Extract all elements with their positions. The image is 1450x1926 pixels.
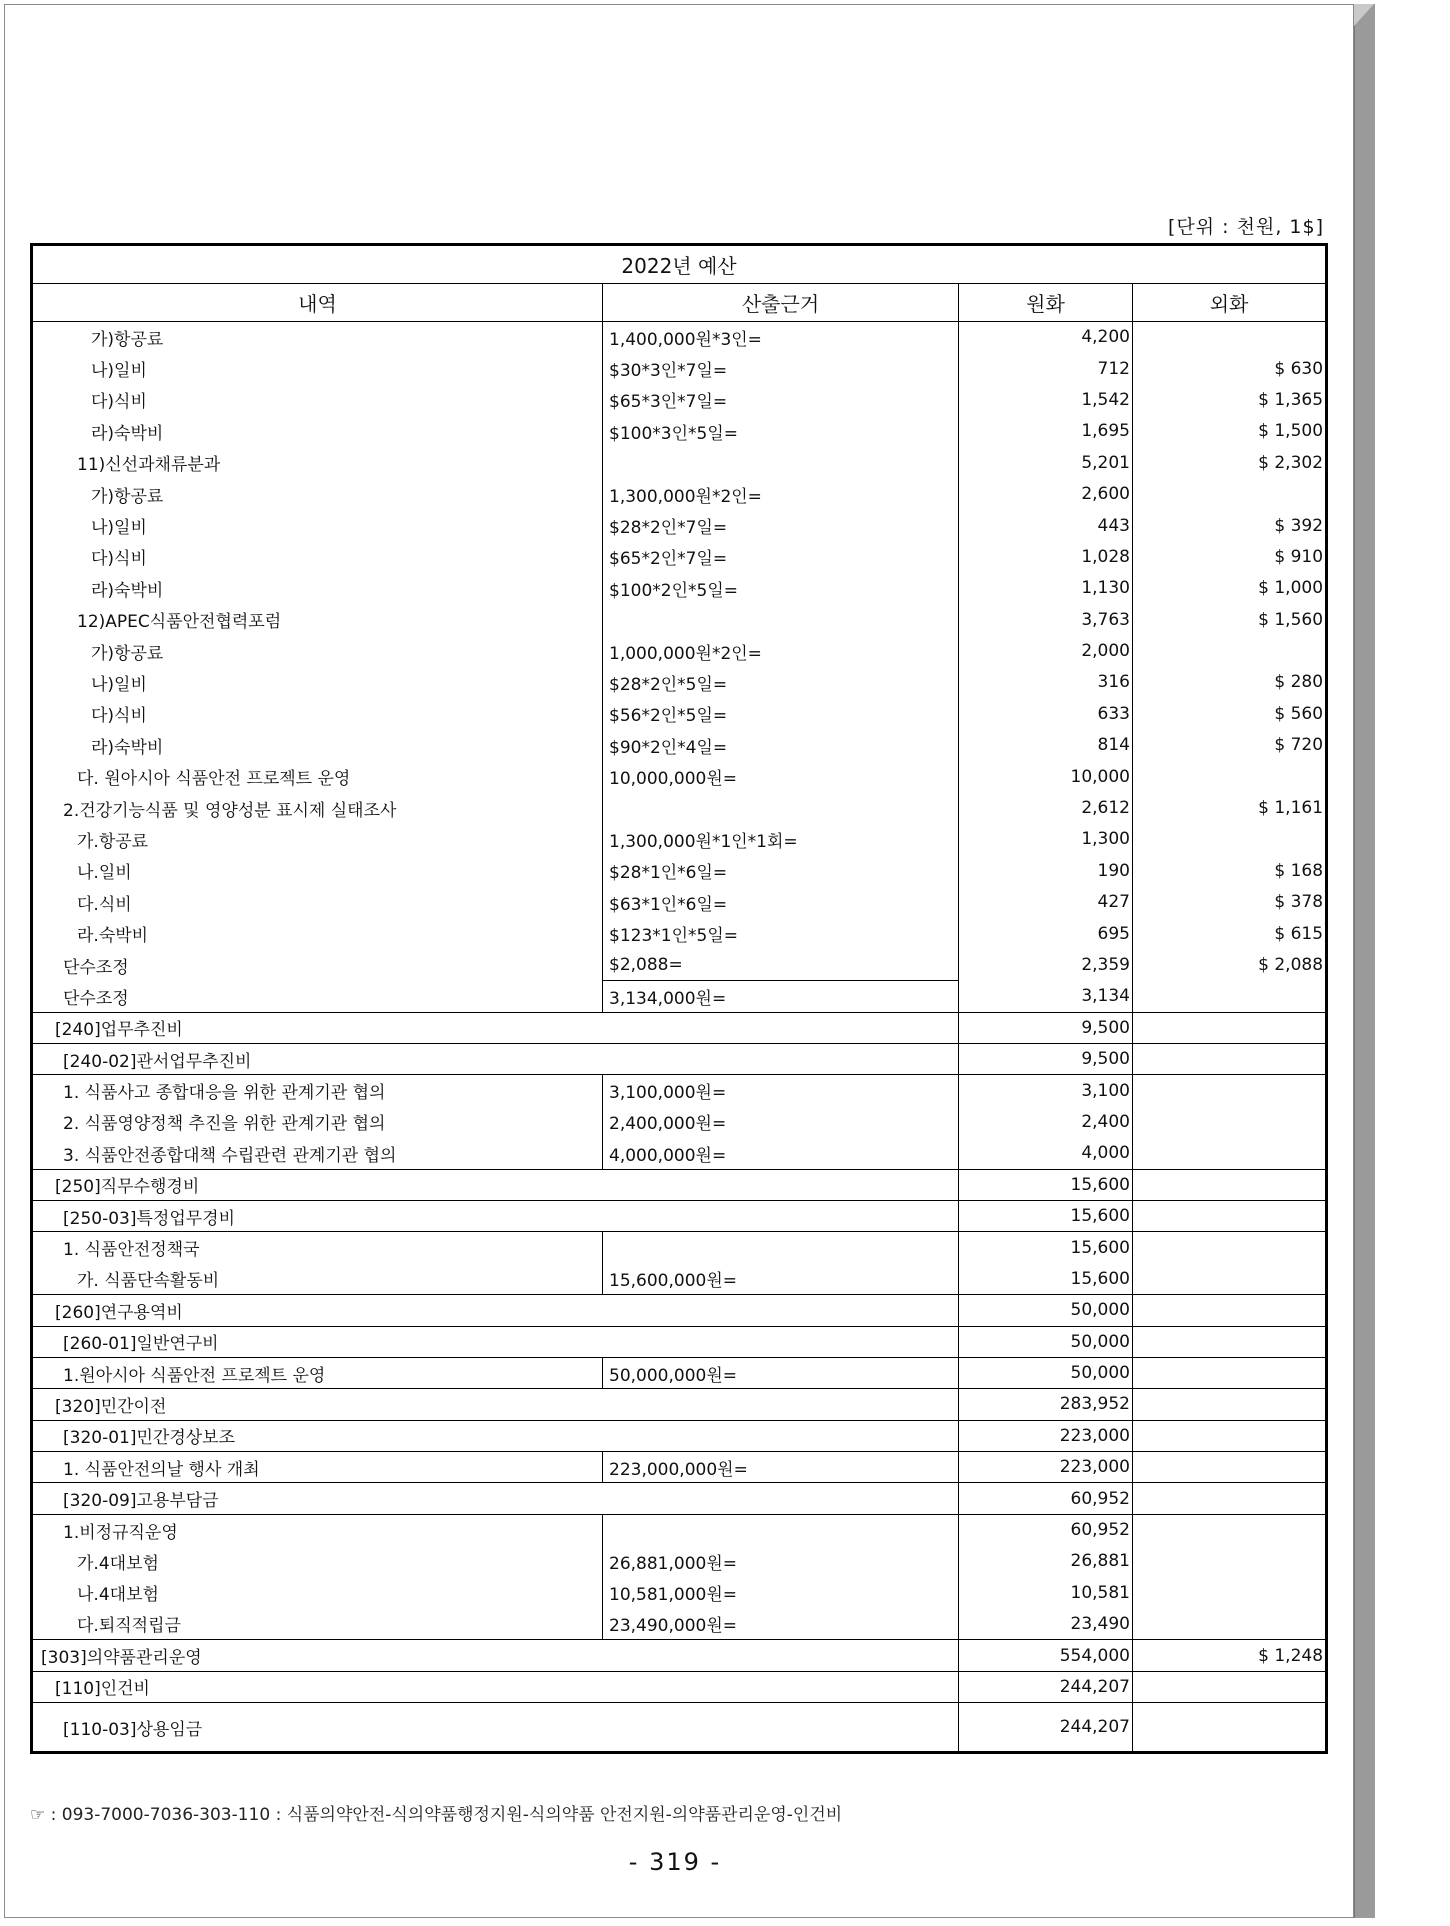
cell-krw: 2,359: [959, 949, 1133, 980]
cell-item: [260]연구용역비: [32, 1295, 959, 1326]
cell-usd: [1133, 1263, 1327, 1294]
cell-usd: [1133, 1138, 1327, 1169]
table-row: [32, 730, 1327, 761]
cell-krw: 554,000: [959, 1640, 1133, 1671]
table-row: [32, 1169, 1327, 1200]
cell-item: 다.식비: [32, 887, 603, 918]
cell-krw: 15,600: [959, 1263, 1133, 1294]
table-row: [32, 949, 1327, 980]
header-krw: 원화: [959, 284, 1133, 322]
cell-krw: 190: [959, 855, 1133, 886]
cell-usd: [1133, 1232, 1327, 1263]
cell-item: 단수조정: [32, 949, 603, 980]
table-row: [32, 1012, 1327, 1043]
table-row: [32, 1263, 1327, 1294]
header-usd: 외화: [1133, 284, 1327, 322]
cell-krw: 26,881: [959, 1546, 1133, 1577]
cell-usd: $ 1,365: [1133, 384, 1327, 415]
table-row: [32, 604, 1327, 635]
cell-krw: 4,200: [959, 322, 1133, 353]
cell-krw: 427: [959, 887, 1133, 918]
table-caption: 2022년 예산: [32, 245, 1327, 284]
cell-krw: 15,600: [959, 1200, 1133, 1231]
cell-item: 가. 식품단속활동비: [32, 1263, 603, 1294]
cell-item: 단수조정: [32, 981, 603, 1012]
cell-usd: [1133, 635, 1327, 666]
cell-usd: [1133, 322, 1327, 353]
cell-usd: $ 1,000: [1133, 573, 1327, 604]
table-row: [32, 981, 1327, 1012]
cell-krw: 223,000: [959, 1420, 1133, 1451]
table-row: [32, 1295, 1327, 1326]
cell-usd: $ 1,248: [1133, 1640, 1327, 1671]
table-row: [32, 1326, 1327, 1357]
cell-usd: $ 392: [1133, 510, 1327, 541]
cell-basis: $100*3인*5일=: [603, 416, 959, 447]
cell-krw: 5,201: [959, 447, 1133, 478]
cell-usd: [1133, 1295, 1327, 1326]
cell-basis: 223,000,000원=: [603, 1452, 959, 1483]
cell-usd: $ 560: [1133, 698, 1327, 729]
cell-usd: $ 1,500: [1133, 416, 1327, 447]
cell-basis: 4,000,000원=: [603, 1138, 959, 1169]
cell-item: 라.숙박비: [32, 918, 603, 949]
table-row: [32, 384, 1327, 415]
page-edge-shadow: [1354, 4, 1375, 1918]
table-row: [32, 1200, 1327, 1231]
cell-krw: 9,500: [959, 1043, 1133, 1074]
cell-krw: 223,000: [959, 1452, 1133, 1483]
cell-item: 다.퇴직적립금: [32, 1609, 603, 1640]
cell-krw: 50,000: [959, 1357, 1133, 1388]
table-body: [32, 322, 1327, 1753]
cell-usd: [1133, 1420, 1327, 1451]
cell-basis: $2,088=: [603, 949, 959, 980]
table-row: [32, 1138, 1327, 1169]
cell-krw: 443: [959, 510, 1133, 541]
table-row: [32, 1609, 1327, 1640]
cell-item: 가)항공료: [32, 635, 603, 666]
cell-krw: 4,000: [959, 1138, 1133, 1169]
table-row: [32, 1483, 1327, 1514]
cell-item: 나)일비: [32, 353, 603, 384]
cell-usd: $ 1,161: [1133, 792, 1327, 823]
table-row: [32, 635, 1327, 666]
cell-usd: $ 720: [1133, 730, 1327, 761]
cell-basis: $100*2인*5일=: [603, 573, 959, 604]
cell-item: 라)숙박비: [32, 416, 603, 447]
table-row: [32, 1232, 1327, 1263]
cell-usd: $ 615: [1133, 918, 1327, 949]
cell-basis: 3,100,000원=: [603, 1075, 959, 1106]
cell-basis: $30*3인*7일=: [603, 353, 959, 384]
cell-krw: 244,207: [959, 1671, 1133, 1702]
cell-item: 다)식비: [32, 698, 603, 729]
cell-usd: [1133, 981, 1327, 1012]
table-row: [32, 447, 1327, 478]
cell-krw: 712: [959, 353, 1133, 384]
cell-item: 12)APEC식품안전협력포럼: [32, 604, 603, 635]
cell-item: 라)숙박비: [32, 730, 603, 761]
table-row: [32, 416, 1327, 447]
table-row: [32, 1389, 1327, 1420]
cell-usd: $ 630: [1133, 353, 1327, 384]
cell-krw: 633: [959, 698, 1133, 729]
cell-krw: 2,000: [959, 635, 1133, 666]
table-row: [32, 1640, 1327, 1671]
cell-item: 나)일비: [32, 510, 603, 541]
cell-item: 가.항공료: [32, 824, 603, 855]
cell-item: [110]인건비: [32, 1671, 959, 1702]
cell-item: [303]의약품관리운영: [32, 1640, 959, 1671]
cell-krw: 2,612: [959, 792, 1133, 823]
table-row: [32, 667, 1327, 698]
cell-item: [240-02]관서업무추진비: [32, 1043, 959, 1074]
cell-basis: [603, 1514, 959, 1545]
cell-basis: 23,490,000원=: [603, 1609, 959, 1640]
cell-basis: [603, 447, 959, 478]
cell-krw: 3,134: [959, 981, 1133, 1012]
cell-basis: $65*3인*7일=: [603, 384, 959, 415]
cell-krw: 9,500: [959, 1012, 1133, 1043]
cell-basis: 1,400,000원*3인=: [603, 322, 959, 353]
cell-usd: [1133, 1483, 1327, 1514]
table-row: [32, 855, 1327, 886]
cell-usd: [1133, 1514, 1327, 1545]
cell-item: 1.원아시아 식품안전 프로젝트 운영: [32, 1357, 603, 1388]
cell-krw: 3,763: [959, 604, 1133, 635]
cell-usd: [1133, 1357, 1327, 1388]
cell-item: 가)항공료: [32, 322, 603, 353]
cell-usd: [1133, 824, 1327, 855]
cell-item: 나.일비: [32, 855, 603, 886]
cell-item: 11)신선과채류분과: [32, 447, 603, 478]
cell-krw: 23,490: [959, 1609, 1133, 1640]
cell-usd: [1133, 1609, 1327, 1640]
cell-basis: 26,881,000원=: [603, 1546, 959, 1577]
cell-krw: 10,000: [959, 761, 1133, 792]
table-row: [32, 478, 1327, 509]
table-row: [32, 918, 1327, 949]
cell-krw: 814: [959, 730, 1133, 761]
cell-basis: $56*2인*5일=: [603, 698, 959, 729]
cell-item: 가.4대보험: [32, 1546, 603, 1577]
table-row: [32, 1420, 1327, 1451]
cell-basis: 3,134,000원=: [603, 981, 959, 1012]
cell-item: [320-01]민간경상보조: [32, 1420, 959, 1451]
cell-krw: 283,952: [959, 1389, 1133, 1420]
cell-basis: 15,600,000원=: [603, 1263, 959, 1294]
footer-note: ☞ : 093-7000-7036-303-110 : 식품의약안전-식의약품행정지원-식의약품 안전지원-의약품관리운영-인건비: [30, 1805, 843, 1825]
cell-basis: $63*1인*6일=: [603, 887, 959, 918]
cell-krw: 1,130: [959, 573, 1133, 604]
cell-krw: 1,028: [959, 541, 1133, 572]
table-row: [32, 1514, 1327, 1545]
cell-item: 나.4대보험: [32, 1577, 603, 1608]
cell-usd: [1133, 1452, 1327, 1483]
cell-usd: [1133, 761, 1327, 792]
cell-item: 1. 식품사고 종합대응을 위한 관계기관 협의: [32, 1075, 603, 1106]
table-row: [32, 1577, 1327, 1608]
table-row: [32, 1546, 1327, 1577]
cell-usd: [1133, 1671, 1327, 1702]
cell-item: 1. 식품안전의날 행사 개최: [32, 1452, 603, 1483]
cell-usd: $ 168: [1133, 855, 1327, 886]
cell-krw: 1,542: [959, 384, 1133, 415]
header-item: 내역: [32, 284, 603, 322]
table-row: [32, 887, 1327, 918]
cell-usd: [1133, 1577, 1327, 1608]
cell-basis: 10,000,000원=: [603, 761, 959, 792]
table-row: [32, 322, 1327, 353]
cell-usd: [1133, 1200, 1327, 1231]
cell-krw: 50,000: [959, 1295, 1133, 1326]
cell-basis: $123*1인*5일=: [603, 918, 959, 949]
cell-item: 1.비정규직운영: [32, 1514, 603, 1545]
cell-krw: 2,600: [959, 478, 1133, 509]
cell-item: [250-03]특정업무경비: [32, 1200, 959, 1231]
cell-usd: $ 1,560: [1133, 604, 1327, 635]
cell-item: 다)식비: [32, 384, 603, 415]
unit-label: [단위 : 천원, 1$]: [1168, 216, 1324, 238]
table-row: [32, 1671, 1327, 1702]
cell-krw: 15,600: [959, 1232, 1133, 1263]
cell-item: 가)항공료: [32, 478, 603, 509]
cell-item: 라)숙박비: [32, 573, 603, 604]
cell-item: 2. 식품영양정책 추진을 위한 관계기관 협의: [32, 1106, 603, 1137]
table-row: [32, 1357, 1327, 1388]
cell-item: [110-03]상용임금: [32, 1703, 959, 1753]
table-row: [32, 792, 1327, 823]
cell-basis: 1,300,000원*1인*1회=: [603, 824, 959, 855]
cell-krw: 15,600: [959, 1169, 1133, 1200]
cell-krw: 695: [959, 918, 1133, 949]
cell-basis: $28*1인*6일=: [603, 855, 959, 886]
cell-usd: [1133, 1169, 1327, 1200]
cell-basis: 50,000,000원=: [603, 1357, 959, 1388]
cell-usd: [1133, 1326, 1327, 1357]
table-row: [32, 824, 1327, 855]
cell-item: [320-09]고용부담금: [32, 1483, 959, 1514]
cell-usd: [1133, 1703, 1327, 1753]
page-number: - 319 -: [628, 1848, 722, 1876]
table-row: [32, 698, 1327, 729]
cell-basis: $65*2인*7일=: [603, 541, 959, 572]
cell-krw: 3,100: [959, 1075, 1133, 1106]
cell-basis: [603, 792, 959, 823]
cell-basis: 2,400,000원=: [603, 1106, 959, 1137]
cell-basis: [603, 604, 959, 635]
table-row: [32, 761, 1327, 792]
cell-usd: [1133, 478, 1327, 509]
cell-krw: 10,581: [959, 1577, 1133, 1608]
cell-krw: 244,207: [959, 1703, 1133, 1753]
cell-usd: [1133, 1106, 1327, 1137]
cell-usd: [1133, 1546, 1327, 1577]
cell-item: 2.건강기능식품 및 영양성분 표시제 실태조사: [32, 792, 603, 823]
cell-usd: $ 2,302: [1133, 447, 1327, 478]
budget-table: [30, 243, 1328, 1754]
cell-krw: 1,695: [959, 416, 1133, 447]
cell-basis: $90*2인*4일=: [603, 730, 959, 761]
cell-krw: 2,400: [959, 1106, 1133, 1137]
cell-basis: $28*2인*7일=: [603, 510, 959, 541]
cell-item: 다)식비: [32, 541, 603, 572]
table-row: [32, 1703, 1327, 1753]
cell-krw: 60,952: [959, 1483, 1133, 1514]
cell-usd: $ 910: [1133, 541, 1327, 572]
cell-usd: [1133, 1043, 1327, 1074]
cell-basis: $28*2인*5일=: [603, 667, 959, 698]
cell-item: [260-01]일반연구비: [32, 1326, 959, 1357]
cell-krw: 316: [959, 667, 1133, 698]
cell-item: 3. 식품안전종합대책 수립관련 관계기관 협의: [32, 1138, 603, 1169]
table-row: [32, 1075, 1327, 1106]
header-basis: 산출근거: [603, 284, 959, 322]
cell-item: [240]업무추진비: [32, 1012, 959, 1043]
page-curl: [1354, 4, 1374, 26]
table-row: [32, 510, 1327, 541]
cell-basis: [603, 1232, 959, 1263]
cell-usd: [1133, 1389, 1327, 1420]
cell-basis: 1,000,000원*2인=: [603, 635, 959, 666]
cell-item: 1. 식품안전정책국: [32, 1232, 603, 1263]
cell-item: 나)일비: [32, 667, 603, 698]
table-row: [32, 573, 1327, 604]
table-row: [32, 353, 1327, 384]
cell-krw: 1,300: [959, 824, 1133, 855]
cell-usd: $ 280: [1133, 667, 1327, 698]
cell-usd: [1133, 1075, 1327, 1106]
cell-item: [250]직무수행경비: [32, 1169, 959, 1200]
cell-usd: $ 2,088: [1133, 949, 1327, 980]
table-row: [32, 1452, 1327, 1483]
cell-basis: 1,300,000원*2인=: [603, 478, 959, 509]
table-row: [32, 1106, 1327, 1137]
table-row: [32, 1043, 1327, 1074]
cell-usd: [1133, 1012, 1327, 1043]
cell-item: [320]민간이전: [32, 1389, 959, 1420]
table-row: [32, 541, 1327, 572]
cell-krw: 60,952: [959, 1514, 1133, 1545]
cell-basis: 10,581,000원=: [603, 1577, 959, 1608]
cell-krw: 50,000: [959, 1326, 1133, 1357]
cell-item: 다. 원아시아 식품안전 프로젝트 운영: [32, 761, 603, 792]
cell-usd: $ 378: [1133, 887, 1327, 918]
